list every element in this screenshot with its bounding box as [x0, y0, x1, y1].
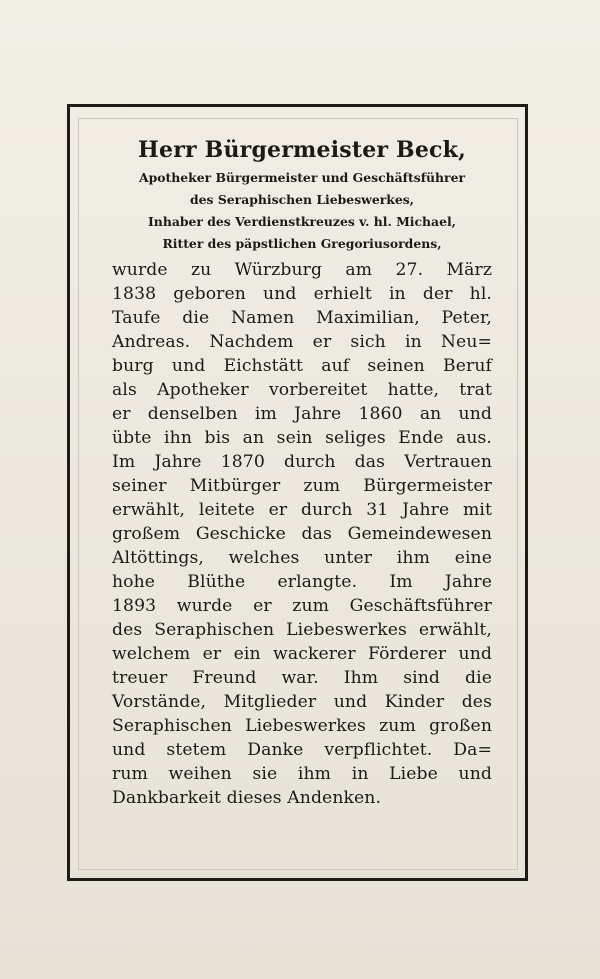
subtitle-line: des Seraphischen Liebeswerkes,	[190, 192, 414, 207]
body-line: 1893 wurde er zum Geschäftsführer	[112, 596, 492, 616]
body-line: welchem er ein wackerer Förderer und	[112, 644, 492, 664]
body-line: Seraphischen Liebeswerkes zum großen	[112, 716, 492, 736]
body-line: burg und Eichstätt auf seinen Beruf	[112, 356, 492, 376]
biography-text	[112, 258, 492, 810]
body-line: als Apotheker vorbereitet hatte, trat	[112, 380, 492, 400]
body-line: rum weihen sie ihm in Liebe und	[112, 764, 492, 784]
body-line: Taufe die Namen Maximilian, Peter,	[112, 308, 492, 328]
body-line: übte ihn bis an sein seliges Ende aus.	[112, 428, 492, 448]
subtitle-line: Inhaber des Verdienstkreuzes v. hl. Michael,	[148, 214, 456, 229]
card-title: Herr Bürgermeister Beck,	[138, 137, 466, 163]
body-line: hohe Blüthe erlangte. Im Jahre	[112, 572, 492, 592]
body-line: des Seraphischen Liebeswerkes erwählt,	[112, 620, 492, 640]
body-line: er denselben im Jahre 1860 an und	[112, 404, 492, 424]
body-line: Im Jahre 1870 durch das Vertrauen	[112, 452, 492, 472]
body-line: seiner Mitbürger zum Bürgermeister	[112, 476, 492, 496]
body-line: Altöttings, welches unter ihm eine	[112, 548, 492, 568]
body-line: großem Geschicke das Gemeindewesen	[112, 524, 492, 544]
body-line: 1838 geboren und erhielt in der hl.	[112, 284, 492, 304]
body-line: treuer Freund war. Ihm sind die	[112, 668, 492, 688]
body-line: und stetem Danke verpflichtet. Da=	[112, 740, 492, 760]
body-line: Andreas. Nachdem er sich in Neu=	[112, 332, 492, 352]
subtitle-line: Apotheker Bürgermeister und Geschäftsführer	[138, 170, 465, 185]
subtitle-line: Ritter des päpstlichen Gregoriusordens,	[162, 236, 442, 251]
body-line: Dankbarkeit dieses Andenken.	[112, 788, 382, 808]
body-line: erwählt, leitete er durch 31 Jahre mit	[112, 500, 492, 520]
body-line: wurde zu Würzburg am 27. März	[112, 260, 492, 280]
body-line: Vorstände, Mitglieder und Kinder des	[112, 692, 492, 712]
memorial-text-block	[112, 137, 492, 810]
